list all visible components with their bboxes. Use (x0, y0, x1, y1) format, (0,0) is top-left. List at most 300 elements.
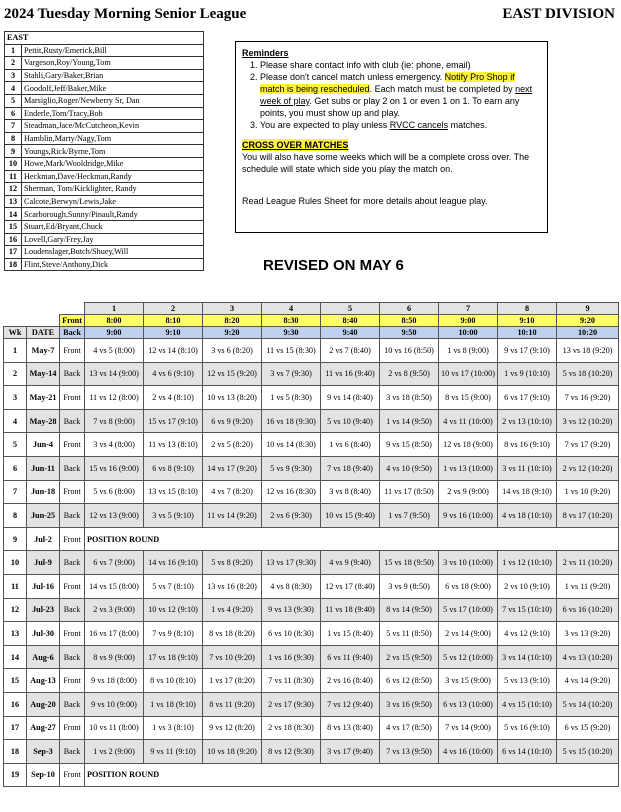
front-time: 8:00 (85, 315, 144, 327)
match-cell: 13 vs 16 (8:20) (203, 574, 262, 598)
team-number: 12 (5, 183, 22, 196)
week-row (4, 716, 619, 740)
match-cell: 8 vs 12 (9:30) (262, 740, 321, 764)
match-cell: 4 vs 16 (10:00) (439, 740, 498, 764)
match-cell: 9 vs 16 (10:00) (439, 504, 498, 528)
match-cell: 11 vs 13 (8:10) (144, 433, 203, 457)
match-cell: 11 vs 17 (8:50) (380, 480, 439, 504)
match-cell: 15 vs 17 (9:10) (144, 409, 203, 433)
team-row (5, 44, 204, 57)
match-cell: 2 vs 13 (10:10) (498, 409, 557, 433)
back-time: 9:30 (262, 327, 321, 339)
match-cell: 6 vs 13 (10:00) (439, 692, 498, 716)
week-date: Jul-9 (27, 551, 60, 575)
match-cell: 5 vs 12 (10:00) (439, 645, 498, 669)
match-cell: 3 vs 4 (8:00) (85, 433, 144, 457)
week-date: Jul-16 (27, 574, 60, 598)
week-number: 2 (4, 362, 27, 386)
match-cell: 4 vs 17 (8:50) (380, 716, 439, 740)
week-side: Back (60, 551, 85, 575)
match-cell: 2 vs 9 (9:00) (439, 480, 498, 504)
match-cell: 4 vs 14 (9:20) (557, 669, 619, 693)
match-cell: 5 vs 18 (10:20) (557, 362, 619, 386)
match-cell: 5 vs 8 (9:20) (203, 551, 262, 575)
match-cell: 5 vs 15 (10:20) (557, 740, 619, 764)
revised-notice: REVISED ON MAY 6 (263, 257, 404, 274)
reminders-box (235, 41, 548, 233)
blank-cell (4, 303, 27, 315)
match-cell: 1 vs 13 (10:00) (439, 456, 498, 480)
match-cell: 9 vs 11 (9:10) (144, 740, 203, 764)
match-cell: 8 vs 17 (10:20) (557, 504, 619, 528)
match-cell: 11 vs 16 (9:40) (321, 362, 380, 386)
team-number: 5 (5, 94, 22, 107)
match-cell: 6 vs 17 (9:10) (498, 386, 557, 410)
match-cell: 6 vs 10 (8:30) (262, 622, 321, 646)
column-number: 4 (262, 303, 321, 315)
week-row (4, 456, 619, 480)
match-cell: 10 vs 11 (8:00) (85, 716, 144, 740)
match-cell: 8 vs 9 (9:00) (85, 645, 144, 669)
match-cell: 7 vs 17 (9:20) (557, 433, 619, 457)
team-names: Heckman,Dave/Heckman,Randy (22, 170, 204, 183)
match-cell: 6 vs 12 (8:50) (380, 669, 439, 693)
match-cell: 14 vs 17 (9:20) (203, 456, 262, 480)
team-number: 14 (5, 208, 22, 221)
team-row (5, 57, 204, 70)
team-number: 16 (5, 233, 22, 246)
match-cell: 8 vs 13 (8:40) (321, 716, 380, 740)
column-number: 1 (85, 303, 144, 315)
week-date: Jul-2 (27, 527, 60, 551)
match-cell: 9 vs 13 (9:30) (262, 598, 321, 622)
match-cell: 10 vs 15 (9:40) (321, 504, 380, 528)
match-cell: 1 vs 18 (9:10) (144, 692, 203, 716)
week-side: Front (60, 763, 85, 787)
back-time: 9:10 (144, 327, 203, 339)
back-time: 10:20 (557, 327, 619, 339)
back-time: 10:10 (498, 327, 557, 339)
week-number: 13 (4, 622, 27, 646)
match-cell: 10 vs 14 (8:30) (262, 433, 321, 457)
match-cell: 7 vs 14 (9:00) (439, 716, 498, 740)
column-number: 8 (498, 303, 557, 315)
week-side: Front (60, 480, 85, 504)
team-names: Steadman,Jace/McCutcheon,Kevin (22, 120, 204, 133)
front-time: 8:40 (321, 315, 380, 327)
week-number: 14 (4, 645, 27, 669)
front-time: 8:30 (262, 315, 321, 327)
match-cell: 3 vs 12 (10:20) (557, 409, 619, 433)
team-number: 2 (5, 57, 22, 70)
match-cell: 6 vs 11 (9:40) (321, 645, 380, 669)
week-date: Aug-6 (27, 645, 60, 669)
match-cell: 7 vs 9 (8:10) (144, 622, 203, 646)
blank-cell (60, 303, 85, 315)
match-cell: 2 vs 18 (8:30) (262, 716, 321, 740)
reminder-2-text-c: . Get subs or play 2 on 1 or even 1 on 1. To earn any points, you must show up and play. (260, 96, 520, 118)
reminder-item-1 (260, 59, 541, 71)
match-cell: 1 vs 7 (9:50) (380, 504, 439, 528)
match-cell: 13 vs 15 (8:10) (144, 480, 203, 504)
match-cell: 2 vs 17 (9:30) (262, 692, 321, 716)
front-label: Front (60, 315, 85, 327)
week-number: 6 (4, 456, 27, 480)
team-row (5, 120, 204, 133)
match-cell: 6 vs 8 (9:10) (144, 456, 203, 480)
league-title: 2024 Tuesday Morning Senior League (4, 6, 247, 22)
week-date: May-28 (27, 409, 60, 433)
match-cell: 1 vs 5 (8:30) (262, 386, 321, 410)
match-cell: 5 vs 9 (9:30) (262, 456, 321, 480)
match-cell: 6 vs 7 (9:00) (85, 551, 144, 575)
match-cell: 16 vs 17 (8:00) (85, 622, 144, 646)
match-cell: 8 vs 15 (9:00) (439, 386, 498, 410)
week-number: 1 (4, 339, 27, 363)
week-number: 9 (4, 527, 27, 551)
week-side: Back (60, 692, 85, 716)
match-cell: 4 vs 15 (10:10) (498, 692, 557, 716)
match-cell: 3 vs 9 (8:50) (380, 574, 439, 598)
match-cell: 1 vs 12 (10:10) (498, 551, 557, 575)
match-cell: 1 vs 6 (8:40) (321, 433, 380, 457)
match-cell: 6 vs 14 (10:10) (498, 740, 557, 764)
reminder-1-text: Please share contact info with club (ie: phone, email) (260, 60, 471, 70)
match-cell: 8 vs 11 (9:20) (203, 692, 262, 716)
column-number: 9 (557, 303, 619, 315)
week-row (4, 692, 619, 716)
team-number: 6 (5, 107, 22, 120)
match-cell: 2 vs 3 (9:00) (85, 598, 144, 622)
match-cell: 10 vs 13 (8:20) (203, 386, 262, 410)
team-number: 1 (5, 44, 22, 57)
position-round: POSITION ROUND (85, 527, 619, 551)
week-row (4, 480, 619, 504)
back-time: 9:20 (203, 327, 262, 339)
date-header: DATE (27, 327, 60, 339)
match-cell: 7 vs 16 (9:20) (557, 386, 619, 410)
match-cell: 3 vs 7 (9:30) (262, 362, 321, 386)
match-cell: 4 vs 12 (9:10) (498, 622, 557, 646)
match-cell: 14 vs 16 (9:10) (144, 551, 203, 575)
team-row (5, 107, 204, 120)
match-cell: 12 vs 17 (8:40) (321, 574, 380, 598)
week-number: 15 (4, 669, 27, 693)
week-date: Aug-13 (27, 669, 60, 693)
week-side: Front (60, 716, 85, 740)
match-cell: 9 vs 10 (9:00) (85, 692, 144, 716)
week-row (4, 622, 619, 646)
team-names: Calcote,Berwyn/Lewis,Jake (22, 195, 204, 208)
column-number: 7 (439, 303, 498, 315)
back-label: Back (60, 327, 85, 339)
week-row (4, 574, 619, 598)
week-side: Front (60, 386, 85, 410)
match-cell: 2 vs 4 (8:10) (144, 386, 203, 410)
match-cell: 10 vs 17 (10:00) (439, 362, 498, 386)
week-side: Back (60, 362, 85, 386)
match-cell: 13 vs 18 (9:20) (557, 339, 619, 363)
reminders-list (242, 59, 541, 131)
week-date: May-7 (27, 339, 60, 363)
match-cell: 3 vs 11 (10:10) (498, 456, 557, 480)
week-date: Jun-4 (27, 433, 60, 457)
team-number: 11 (5, 170, 22, 183)
reminder-2-underline: next week of play (260, 84, 533, 106)
front-time: 9:20 (557, 315, 619, 327)
blank-cell (27, 303, 60, 315)
match-cell: 13 vs 14 (9:00) (85, 362, 144, 386)
team-number: 13 (5, 195, 22, 208)
back-time: 9:50 (380, 327, 439, 339)
week-number: 12 (4, 598, 27, 622)
week-row (4, 669, 619, 693)
team-row (5, 82, 204, 95)
match-cell: 7 vs 12 (9:40) (321, 692, 380, 716)
reminder-2-text-a: Please don't cancel match unless emergency. (260, 72, 445, 82)
column-number: 5 (321, 303, 380, 315)
match-cell: 4 vs 10 (9:50) (380, 456, 439, 480)
week-side: Front (60, 527, 85, 551)
week-date: Sep-10 (27, 763, 60, 787)
reminder-3-text-b: matches. (448, 120, 488, 130)
team-number: 17 (5, 246, 22, 259)
match-cell: 4 vs 11 (10:00) (439, 409, 498, 433)
match-cell: 1 vs 10 (9:20) (557, 480, 619, 504)
team-names: Stahli,Gary/Baker,Brian (22, 69, 204, 82)
match-cell: 9 vs 18 (8:00) (85, 669, 144, 693)
week-date: Jul-23 (27, 598, 60, 622)
front-times-row (4, 315, 619, 327)
match-cell: 9 vs 12 (8:20) (203, 716, 262, 740)
match-cell: 1 vs 17 (8:20) (203, 669, 262, 693)
team-names: Vargeson,Roy/Young,Tom (22, 57, 204, 70)
match-cell: 9 vs 15 (8:50) (380, 433, 439, 457)
team-number: 18 (5, 258, 22, 271)
week-row (4, 409, 619, 433)
reminder-item-3 (260, 119, 541, 131)
week-date: Aug-20 (27, 692, 60, 716)
week-row (4, 598, 619, 622)
match-cell: 10 vs 12 (9:10) (144, 598, 203, 622)
reminders-heading: Reminders (242, 48, 289, 58)
match-cell: 5 vs 16 (9:10) (498, 716, 557, 740)
match-cell: 12 vs 15 (9:20) (203, 362, 262, 386)
week-date: Jun-11 (27, 456, 60, 480)
blank-cell (4, 315, 27, 327)
reminder-2-text-b: . Each match must be completed by (369, 84, 516, 94)
week-side: Back (60, 598, 85, 622)
match-cell: 7 vs 11 (8:30) (262, 669, 321, 693)
match-cell: 1 vs 2 (9:00) (85, 740, 144, 764)
week-row (4, 527, 619, 551)
match-cell: 17 vs 18 (9:10) (144, 645, 203, 669)
match-cell: 3 vs 13 (9:20) (557, 622, 619, 646)
match-cell: 2 vs 11 (10:20) (557, 551, 619, 575)
cross-over-text: You will also have some weeks which will be a complete cross over. The schedule will state which side you play the match on. (242, 152, 530, 174)
match-cell: 2 vs 16 (8:40) (321, 669, 380, 693)
match-cell: 4 vs 5 (8:00) (85, 339, 144, 363)
team-names: Scarborough,Sunny/Pinault,Randy (22, 208, 204, 221)
division-title: EAST DIVISION (502, 6, 615, 22)
week-side: Back (60, 645, 85, 669)
match-cell: 3 vs 16 (9:50) (380, 692, 439, 716)
reminder-item-2 (260, 71, 541, 119)
match-cell: 9 vs 14 (8:40) (321, 386, 380, 410)
week-row (4, 551, 619, 575)
match-cell: 15 vs 16 (9:00) (85, 456, 144, 480)
match-cell: 11 vs 18 (9:40) (321, 598, 380, 622)
team-names: Flint,Steve/Anthony,Dick (22, 258, 204, 271)
match-cell: 2 vs 5 (8:20) (203, 433, 262, 457)
week-row (4, 362, 619, 386)
match-cell: 13 vs 17 (9:30) (262, 551, 321, 575)
week-side: Back (60, 409, 85, 433)
week-row (4, 740, 619, 764)
match-cell: 10 vs 18 (9:20) (203, 740, 262, 764)
team-number: 8 (5, 132, 22, 145)
match-cell: 5 vs 17 (10:00) (439, 598, 498, 622)
match-cell: 14 vs 15 (8:00) (85, 574, 144, 598)
position-round: POSITION ROUND (85, 763, 619, 787)
team-row (5, 145, 204, 158)
front-time: 8:10 (144, 315, 203, 327)
team-names: Marsiglio,Roger/Newberry Sr, Dan (22, 94, 204, 107)
team-row (5, 208, 204, 221)
match-cell: 14 vs 18 (9:10) (498, 480, 557, 504)
match-cell: 9 vs 17 (9:10) (498, 339, 557, 363)
match-cell: 4 vs 6 (9:10) (144, 362, 203, 386)
team-row (5, 246, 204, 259)
match-cell: 12 vs 13 (9:00) (85, 504, 144, 528)
team-number: 9 (5, 145, 22, 158)
match-cell: 2 vs 8 (9:50) (380, 362, 439, 386)
week-side: Back (60, 456, 85, 480)
match-cell: 7 vs 18 (9:40) (321, 456, 380, 480)
match-cell: 2 vs 14 (9:00) (439, 622, 498, 646)
match-cell: 5 vs 13 (9:10) (498, 669, 557, 693)
week-date: May-21 (27, 386, 60, 410)
match-cell: 5 vs 14 (10:20) (557, 692, 619, 716)
match-cell: 8 vs 18 (8:20) (203, 622, 262, 646)
week-side: Front (60, 574, 85, 598)
team-number: 15 (5, 220, 22, 233)
week-date: Jul-30 (27, 622, 60, 646)
match-cell: 8 vs 16 (9:10) (498, 433, 557, 457)
team-row (5, 69, 204, 82)
team-row (5, 258, 204, 271)
match-cell: 2 vs 15 (9:50) (380, 645, 439, 669)
teams-heading: EAST (5, 32, 204, 45)
week-row (4, 763, 619, 787)
team-row (5, 195, 204, 208)
reminder-2-highlight: Notify Pro Shop if match is being rescheduled (260, 72, 515, 94)
team-names: Loudenslager,Butch/Shuey,Will (22, 246, 204, 259)
week-side: Front (60, 433, 85, 457)
team-names: Pettit,Rusty/Emerick,Bill (22, 44, 204, 57)
team-names: Youngs,Rick/Byrne,Tom (22, 145, 204, 158)
teams-table (4, 31, 204, 271)
front-time: 8:50 (380, 315, 439, 327)
team-names: Stuart,Ed/Bryant,Chuck (22, 220, 204, 233)
team-names: Lovell,Gary/Frey,Jay (22, 233, 204, 246)
match-cell: 11 vs 12 (8:00) (85, 386, 144, 410)
column-number: 2 (144, 303, 203, 315)
match-cell: 5 vs 11 (8:50) (380, 622, 439, 646)
team-names: Goodolf,Jeff/Baker,Mike (22, 82, 204, 95)
week-date: Aug-27 (27, 716, 60, 740)
match-cell: 4 vs 13 (10:20) (557, 645, 619, 669)
week-number: 18 (4, 740, 27, 764)
match-cell: 15 vs 18 (9:50) (380, 551, 439, 575)
match-cell: 3 vs 15 (9:00) (439, 669, 498, 693)
match-cell: 3 vs 10 (10:00) (439, 551, 498, 575)
match-cell: 1 vs 8 (9:00) (439, 339, 498, 363)
match-cell: 7 vs 13 (9:50) (380, 740, 439, 764)
back-time: 9:40 (321, 327, 380, 339)
match-cell: 7 vs 10 (9:20) (203, 645, 262, 669)
match-cell: 2 vs 10 (9:10) (498, 574, 557, 598)
week-date: Jun-18 (27, 480, 60, 504)
match-cell: 4 vs 9 (9:40) (321, 551, 380, 575)
week-number: 16 (4, 692, 27, 716)
team-row (5, 233, 204, 246)
team-names: Sherman, Tom/Kicklighter, Randy (22, 183, 204, 196)
match-cell: 1 vs 11 (9:20) (557, 574, 619, 598)
week-row (4, 386, 619, 410)
team-number: 10 (5, 157, 22, 170)
match-cell: 1 vs 3 (8:10) (144, 716, 203, 740)
team-row (5, 220, 204, 233)
back-time: 9:00 (85, 327, 144, 339)
team-names: Enderle,Tom/Tracy,Bob (22, 107, 204, 120)
teams-header-row (5, 32, 204, 45)
team-row (5, 170, 204, 183)
match-cell: 1 vs 4 (9:20) (203, 598, 262, 622)
week-number: 19 (4, 763, 27, 787)
week-date: May-14 (27, 362, 60, 386)
front-time: 8:20 (203, 315, 262, 327)
match-cell: 1 vs 9 (10:10) (498, 362, 557, 386)
match-cell: 10 vs 16 (8:50) (380, 339, 439, 363)
reminder-3-text-a: You are expected to play unless (260, 120, 390, 130)
week-number: 5 (4, 433, 27, 457)
match-cell: 3 vs 18 (8:50) (380, 386, 439, 410)
match-cell: 4 vs 8 (8:30) (262, 574, 321, 598)
week-number: 10 (4, 551, 27, 575)
match-cell: 7 vs 8 (9:00) (85, 409, 144, 433)
column-number: 6 (380, 303, 439, 315)
match-cell: 8 vs 14 (9:50) (380, 598, 439, 622)
week-side: Back (60, 740, 85, 764)
schedule-table (3, 302, 619, 787)
rules-note: Read League Rules Sheet for more details about league play. (242, 196, 488, 206)
match-cell: 1 vs 15 (8:40) (321, 622, 380, 646)
blank-cell (27, 315, 60, 327)
week-row (4, 433, 619, 457)
match-cell: 3 vs 14 (10:10) (498, 645, 557, 669)
match-cell: 3 vs 6 (8:20) (203, 339, 262, 363)
match-cell: 6 vs 16 (10:20) (557, 598, 619, 622)
match-cell: 5 vs 6 (8:00) (85, 480, 144, 504)
team-number: 3 (5, 69, 22, 82)
match-cell: 3 vs 8 (8:40) (321, 480, 380, 504)
match-cell: 5 vs 10 (9:40) (321, 409, 380, 433)
back-times-row (4, 327, 619, 339)
week-number: 17 (4, 716, 27, 740)
week-row (4, 645, 619, 669)
match-cell: 11 vs 14 (9:20) (203, 504, 262, 528)
